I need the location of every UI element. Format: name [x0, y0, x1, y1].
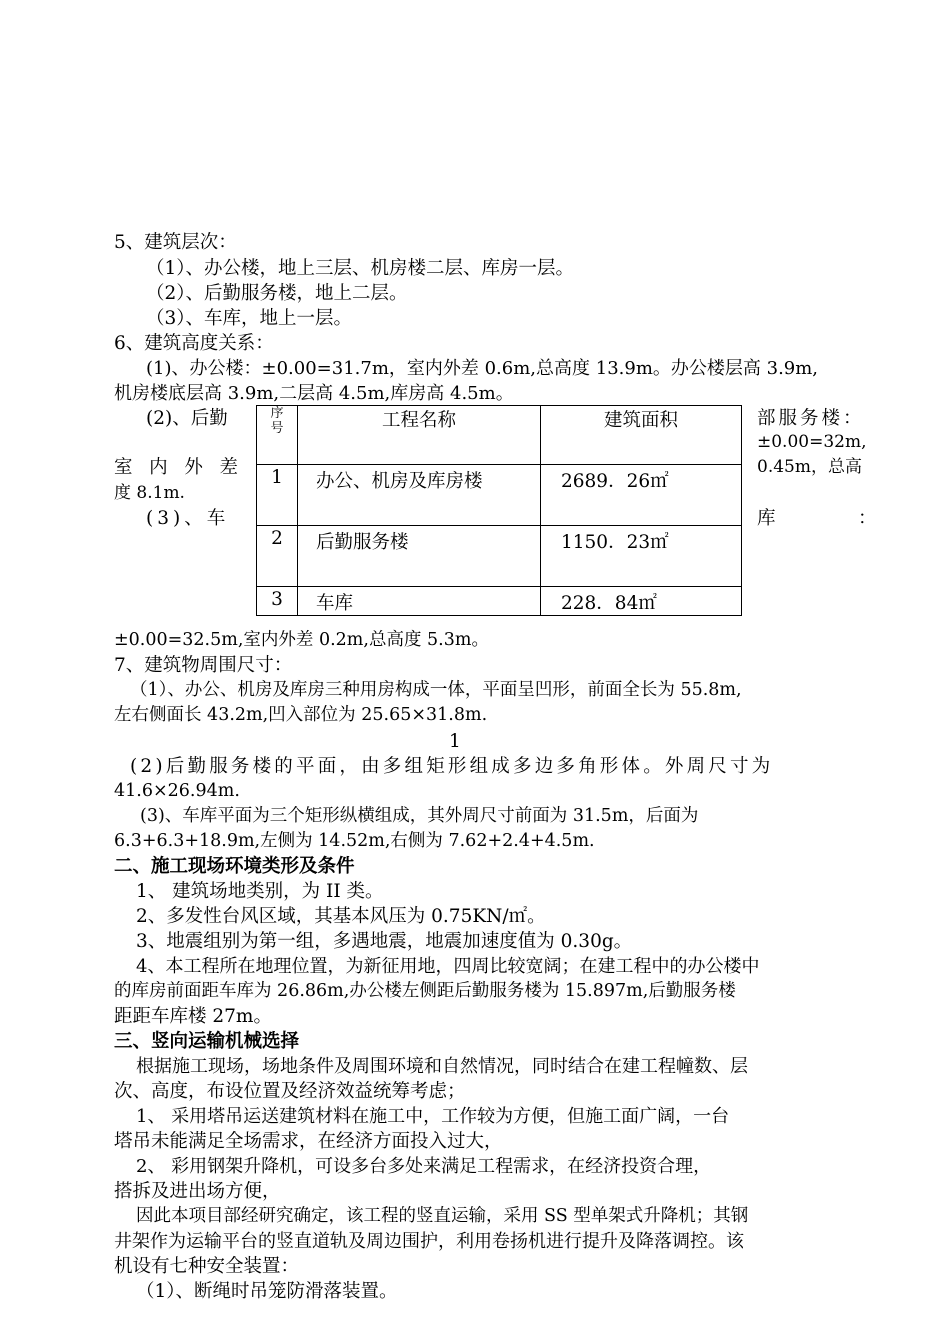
- text-fragment: 部服务楼：: [757, 408, 865, 429]
- text-line: （1）、办公、机房及库房三种用房构成一体，平面呈凹形，前面全长为 55.8m,: [130, 680, 742, 700]
- text-line: 1、 采用塔吊运送建筑材料在施工中，工作较为方便，但施工面广阔，一台: [136, 1106, 730, 1127]
- header-serial-number: 序号: [270, 406, 284, 436]
- text-line: 机设有七种安全装置：: [114, 1256, 300, 1277]
- table-row: [257, 587, 742, 616]
- table-cell: 1: [257, 465, 298, 526]
- area-table: [256, 405, 742, 616]
- table-cell: 228．84㎡: [541, 587, 742, 616]
- text-line: 左右侧面长 43.2m,凹入部位为 25.65×31.8m.: [114, 705, 488, 725]
- table-cell: 1150．23㎡: [541, 526, 742, 587]
- text-fragment: (3)、车: [146, 508, 230, 529]
- text-line: 2、多发性台风区域，其基本风压为 0.75KN/㎡。: [136, 906, 546, 927]
- text-line: (1)、办公楼：±0.00=31.7m，室内外差 0.6m,总高度 13.9m。办公楼层高 3.9m,: [146, 358, 819, 379]
- text-line: 2、 彩用钢架升降机，可设多台多处来满足工程需求，在经济投资合理，: [136, 1156, 712, 1177]
- table-cell: 办公、机房及库房楼: [298, 465, 541, 526]
- text-line: 次、高度，布设位置及经济效益统筹考虑；: [114, 1081, 466, 1102]
- text-line: (2)后勤服务楼的平面，由多组矩形组成多边多角形体。外周尺寸为: [130, 756, 774, 777]
- table-header-cell: 建筑面积: [541, 406, 742, 465]
- table-row: [257, 465, 742, 526]
- text-line: 1、 建筑场地类别，为 II 类。: [136, 881, 384, 902]
- section-heading-vertical-transport: 三、竖向运输机械选择: [114, 1031, 300, 1052]
- table-cell: 后勤服务楼: [298, 526, 541, 587]
- heading-building-height: 6、建筑高度关系：: [114, 333, 274, 354]
- text-line: （3）、车库，地上一层。: [146, 308, 353, 329]
- section-heading-site-environment: 二、施工现场环境类形及条件: [114, 856, 355, 877]
- text-line: (3)、车库平面为三个矩形纵横组成，其外周尺寸前面为 31.5m，后面为: [140, 806, 699, 826]
- text-line: 井架作为运输平台的竖直道轨及周边围护，利用卷扬机进行提升及降落调控。该: [114, 1231, 744, 1252]
- table-cell: 3: [257, 587, 298, 616]
- text-fragment: 度 8.1m.: [114, 483, 185, 503]
- text-line: 根据施工现场，场地条件及周围环境和自然情况，同时结合在建工程幢数、层: [136, 1056, 748, 1077]
- table-header-cell: 工程名称: [298, 406, 541, 465]
- text-line: （1）、断绳时吊笼防滑落装置。: [136, 1281, 398, 1302]
- text-line: 机房楼底层高 3.9m,二层高 4.5m,库房高 4.5m。: [114, 383, 514, 404]
- table-cell: 2689．26㎡: [541, 465, 742, 526]
- text-fragment: 室内外差: [114, 457, 238, 478]
- text-line: 3、地震组别为第一组，多遇地震，地震加速度值为 0.30g。: [136, 931, 633, 952]
- text-fragment: 库: [757, 508, 776, 529]
- text-line: 6.3+6.3+18.9m,左侧为 14.52m,右侧为 7.62+2.4+4.5m.: [114, 831, 595, 851]
- heading-building-levels: 5、建筑层次：: [114, 232, 237, 253]
- text-line: 因此本项目部经研究确定，该工程的竖直运输，采用 SS 型单架式升降机；其钢: [136, 1206, 749, 1226]
- page-number: 1: [449, 731, 461, 752]
- text-line: 搭拆及进出场方便，: [114, 1181, 281, 1202]
- table-cell: 车库: [298, 587, 541, 616]
- text-line: （2）、后勤服务楼，地上二层。: [146, 283, 408, 304]
- text-fragment: (2)、后勤: [146, 408, 228, 429]
- text-line: 4、本工程所在地理位置，为新征用地，四周比较宽阔；在建工程中的办公楼中: [136, 956, 760, 977]
- table-header-row: [257, 406, 742, 465]
- text-fragment: ：: [858, 508, 877, 529]
- text-line: （1）、办公楼，地上三层、机房楼二层、库房一层。: [146, 258, 575, 279]
- text-fragment: 0.45m，总高: [757, 457, 862, 477]
- text-line: 的库房前面距车库为 26.86m,办公楼左侧距后勤服务楼为 15.897m,后勤服务楼: [114, 981, 736, 1001]
- text-line: ±0.00=32.5m,室内外差 0.2m,总高度 5.3m。: [114, 630, 489, 650]
- text-line: 距距车库楼 27m。: [114, 1006, 272, 1027]
- table-header-cell: [257, 406, 298, 465]
- text-line: 41.6×26.94m.: [114, 781, 240, 801]
- text-fragment: ±0.00=32m,: [757, 432, 867, 452]
- table-cell: 2: [257, 526, 298, 587]
- heading-perimeter-size: 7、建筑物周围尺寸：: [114, 655, 293, 676]
- table-row: [257, 526, 742, 587]
- text-line: 塔吊未能满足全场需求，在经济方面投入过大，: [114, 1131, 503, 1152]
